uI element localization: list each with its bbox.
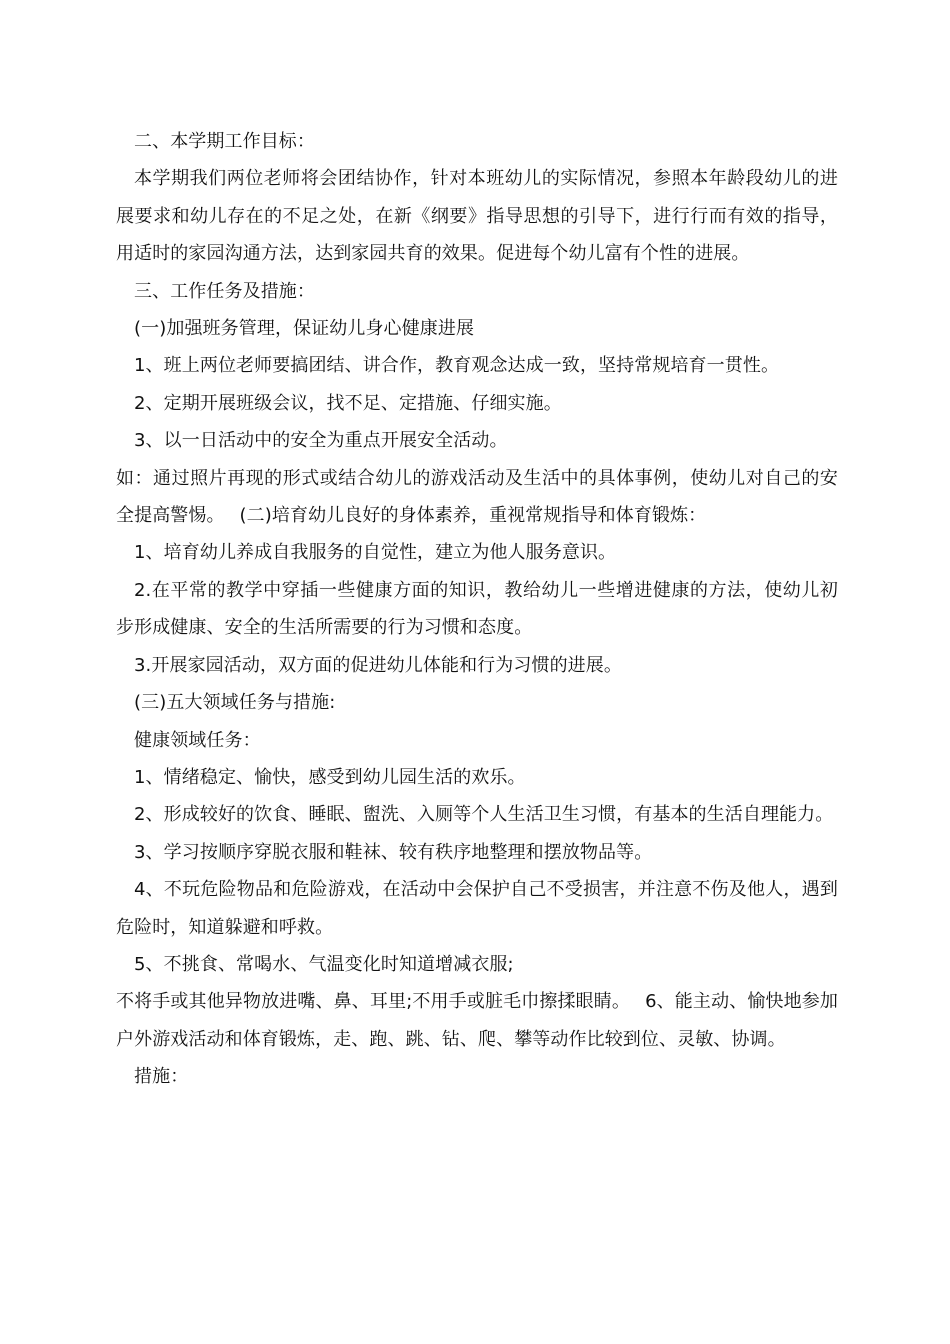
list-item: 2、定期开展班级会议，找不足、定措施、仔细实施。 (134, 392, 562, 414)
list-item: 2、形成较好的饮食、睡眠、盥洗、入厕等个人生活卫生习惯，有基本的生活自理能力。 (134, 804, 834, 826)
list-item: 5、不挑食、常喝水、气温变化时知道增减衣服; (134, 953, 514, 975)
paragraph-goals: 本学期我们两位老师将会团结协作，针对本班幼儿的实际情况，参照本年龄段幼儿的进展要求和幼儿存在的不足之处，在新《纲要》指导思想的引导下，进行行而有效的指导，用适时的家园沟通方法，达到家园共育的效果。促进每个幼儿富有个性的进展。 (116, 168, 838, 265)
section-heading-goals: 二、本学期工作目标： (134, 131, 315, 152)
subsection-heading-domains: (三)五大领域任务与措施: (134, 692, 336, 714)
paragraph-hygiene: 不将手或其他异物放进嘴、鼻、耳里;不用手或脏毛巾擦揉眼睛。 6、能主动、愉快地参加户外游戏活动和体育锻炼，走、跑、跳、钻、爬、攀等动作比较到位、灵敏、协调。 (116, 991, 838, 1050)
subsection-heading-management: (一)加强班务管理，保证幼儿身心健康进展 (134, 318, 475, 340)
list-item: 3、以一日活动中的安全为重点开展安全活动。 (134, 430, 508, 452)
list-item: 4、不玩危险物品和危险游戏，在活动中会保护自己不受损害，并注意不伤及他人，遇到危险时，知道躲避和呼救。 (116, 879, 838, 938)
list-item: 3、学习按顺序穿脱衣服和鞋袜、较有秩序地整理和摆放物品等。 (134, 841, 653, 863)
list-item: 2.在平常的教学中穿插一些健康方面的知识，教给幼儿一些增进健康的方法，使幼儿初步形成健康、安全的生活所需要的行为习惯和态度。 (116, 579, 838, 639)
health-domain-heading: 健康领域任务： (134, 729, 261, 751)
list-item: 1、情绪稳定、愉快，感受到幼儿园生活的欢乐。 (134, 766, 526, 788)
document-body (116, 123, 838, 1096)
measures-heading: 措施： (134, 1066, 189, 1088)
list-item: 1、培育幼儿养成自我服务的自觉性，建立为他人服务意识。 (134, 542, 617, 564)
section-heading-tasks: 三、工作任务及措施： (134, 280, 315, 302)
paragraph-example: 如：通过照片再现的形式或结合幼儿的游戏活动及生活中的具体事例，使幼儿对自己的安全提高警惕。 (二)培育幼儿良好的身体素养，重视常规指导和体育锻炼： (116, 467, 838, 527)
list-item: 3.开展家园活动，双方面的促进幼儿体能和行为习惯的进展。 (134, 654, 622, 676)
list-item: 1、班上两位老师要搞团结、讲合作，教育观念达成一致，坚持常规培育一贯性。 (134, 355, 780, 377)
